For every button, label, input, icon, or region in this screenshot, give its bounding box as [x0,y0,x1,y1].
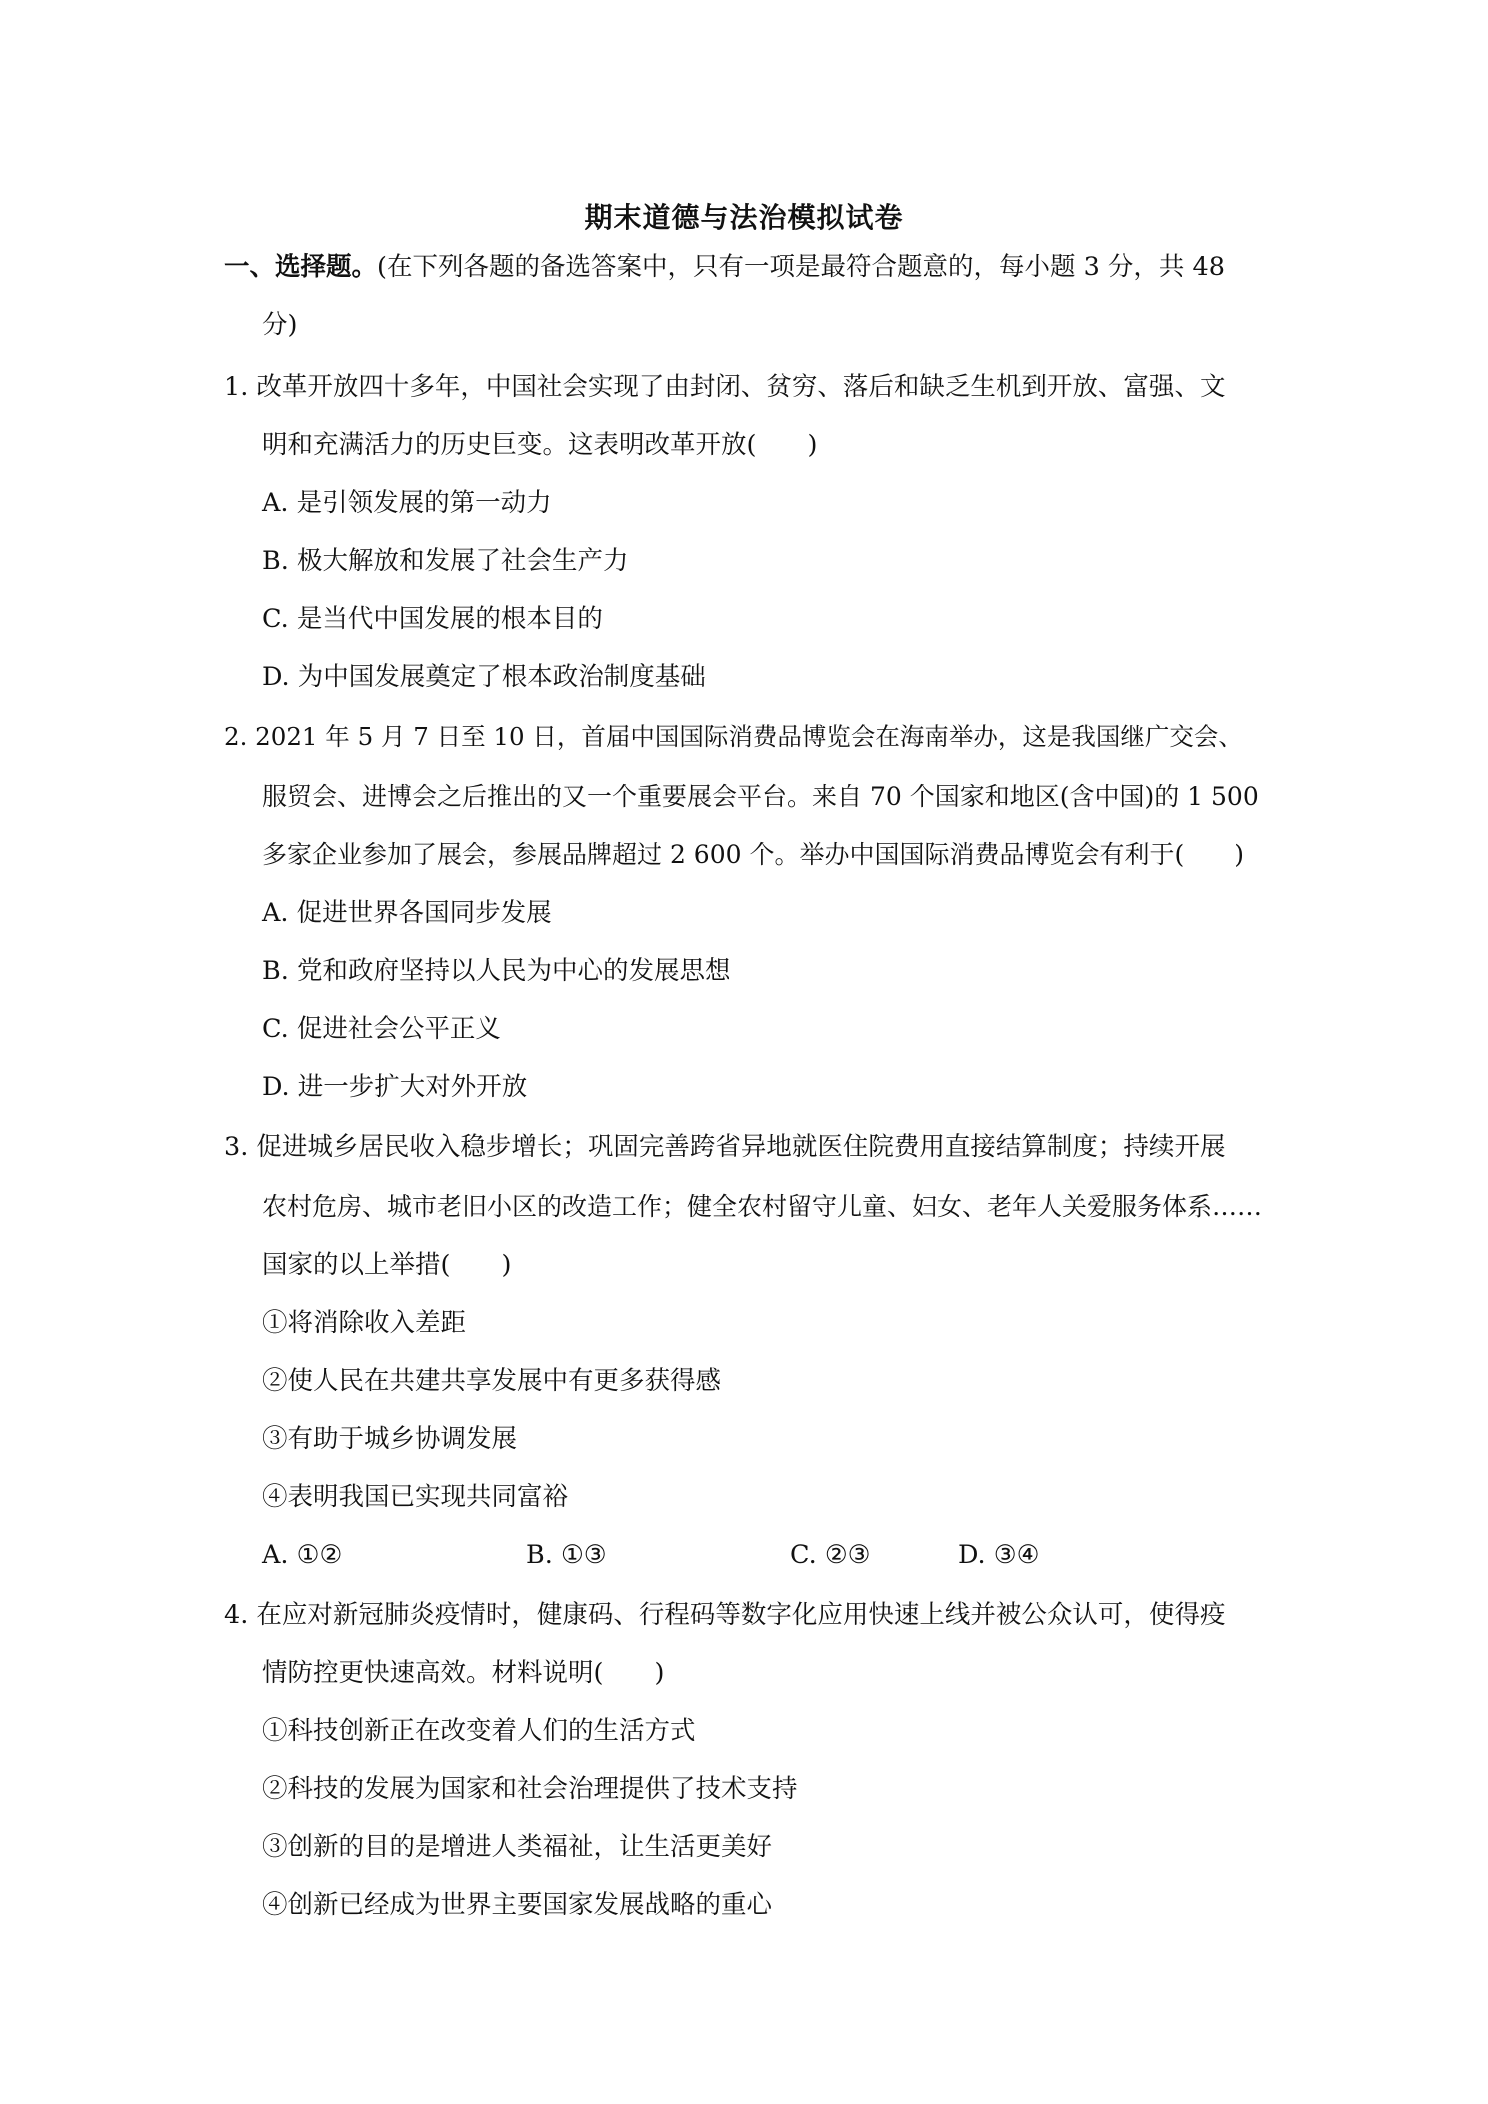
section-instruction: (在下列各题的备选答案中，只有一项是最符合题意的，每小题 3 分，共 48 [377,252,1225,282]
question-3-statement-3: ③有助于城乡协调发展 [262,1424,518,1454]
question-1-option-d: D. 为中国发展奠定了根本政治制度基础 [262,662,706,692]
question-4-stem-line-2: 情防控更快速高效。材料说明( ) [262,1658,665,1688]
question-3-stem-line-1: 3. 促进城乡居民收入稳步增长；巩固完善跨省异地就医住院费用直接结算制度；持续开展 [224,1132,1226,1162]
question-4-statement-4: ④创新已经成为世界主要国家发展战略的重心 [262,1890,773,1920]
section-label: 一、选择题。 [224,252,378,282]
question-3-statement-4: ④表明我国已实现共同富裕 [262,1482,569,1512]
question-4-statement-2: ②科技的发展为国家和社会治理提供了技术支持 [262,1774,798,1804]
question-3-choice-a: A. ①② [262,1540,343,1570]
question-3-choice-b: B. ①③ [526,1540,607,1570]
question-3-statement-1: ①将消除收入差距 [262,1308,467,1338]
question-3-choice-c: C. ②③ [790,1540,871,1570]
question-2-option-d: D. 进一步扩大对外开放 [262,1072,528,1102]
section-header [224,250,1225,284]
question-3-choice-d: D. ③④ [958,1540,1040,1570]
question-1-option-a: A. 是引领发展的第一动力 [262,488,552,518]
question-4-statement-1: ①科技创新正在改变着人们的生活方式 [262,1716,696,1746]
question-4-stem-line-1: 4. 在应对新冠肺炎疫情时，健康码、行程码等数字化应用快速上线并被公众认可，使得疫 [224,1600,1226,1630]
question-1-stem-line-1: 1. 改革开放四十多年，中国社会实现了由封闭、贫穷、落后和缺乏生机到开放、富强、文 [224,372,1226,402]
section-instruction-cont: 分) [262,310,298,340]
question-1-stem-line-2: 明和充满活力的历史巨变。这表明改革开放( ) [262,430,818,460]
question-4-statement-3: ③创新的目的是增进人类福祉，让生活更美好 [262,1832,773,1862]
question-1-option-b: B. 极大解放和发展了社会生产力 [262,546,629,576]
question-2-stem-line-3: 多家企业参加了展会，参展品牌超过 2 600 个。举办中国国际消费品博览会有利于( ) [262,840,1244,869]
question-2-option-c: C. 促进社会公平正义 [262,1014,501,1044]
page-title: 期末道德与法治模拟试卷 [584,201,904,234]
question-1-option-c: C. 是当代中国发展的根本目的 [262,604,603,634]
question-2-option-b: B. 党和政府坚持以人民为中心的发展思想 [262,956,731,986]
question-3-statement-2: ②使人民在共建共享发展中有更多获得感 [262,1366,722,1396]
question-2-stem-line-1: 2. 2021 年 5 月 7 日至 10 日，首届中国国际消费品博览会在海南举办，这是我国继广交会、 [224,722,1243,751]
question-2-option-a: A. 促进世界各国同步发展 [262,898,552,928]
question-3-stem-line-3: 国家的以上举措( ) [262,1250,512,1280]
question-2-stem-line-2: 服贸会、进博会之后推出的又一个重要展会平台。来自 70 个国家和地区(含中国)的 1 500 [262,782,1259,811]
question-3-stem-line-2: 农村危房、城市老旧小区的改造工作；健全农村留守儿童、妇女、老年人关爱服务体系…… [262,1192,1263,1221]
